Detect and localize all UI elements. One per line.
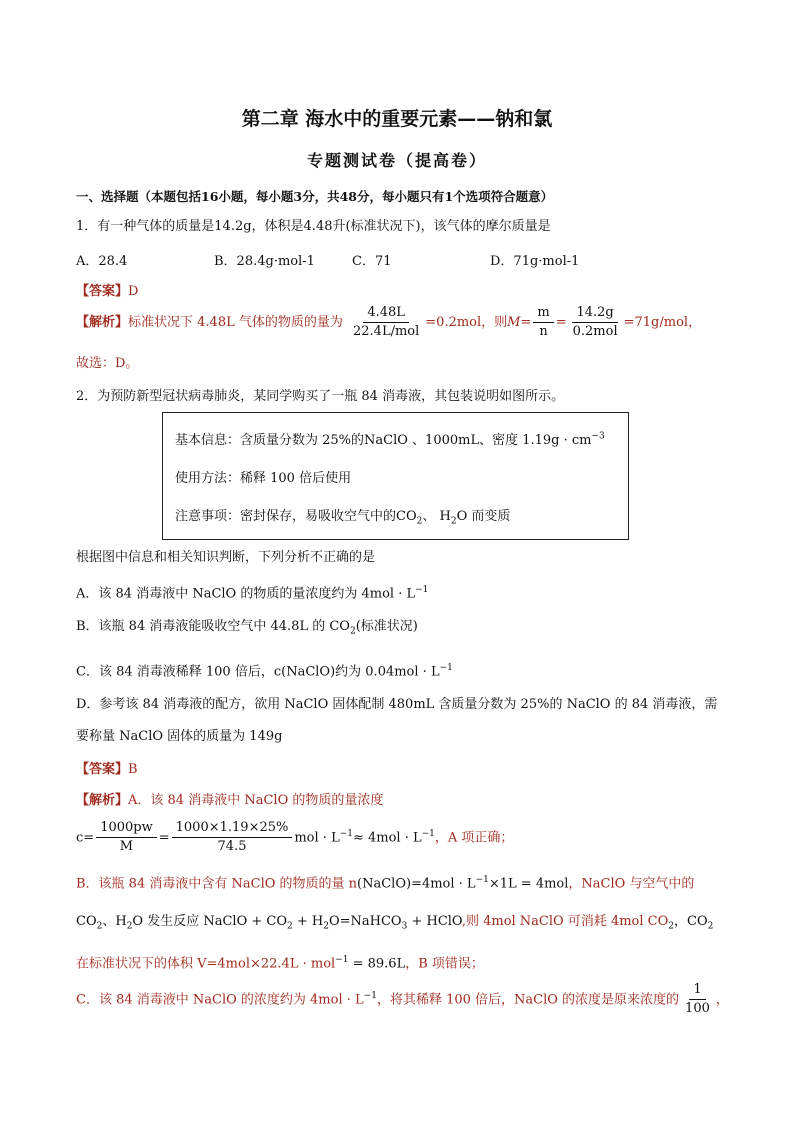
product-info-box	[162, 412, 629, 540]
q1-answer	[76, 282, 138, 302]
answer-label: 【答案】	[76, 284, 129, 299]
q2-option-d-line2: 要称量 NaClO 固体的质量为 149g	[76, 729, 283, 744]
q1-option-b: B．28.4g·mol-1	[214, 254, 315, 269]
q1-option-c: C．71	[352, 254, 392, 269]
fraction-volume: $\frac{4.48L}{\text{22.4L/mol}}$	[353, 305, 420, 339]
fraction-m-n: $\frac{m}{n}$	[533, 304, 553, 341]
q2-analysis-b-line2: $CO_2$、$H_2O$ 发生反应 NaClO + $CO_2$ + $H_2O=NaHCO_3$ + HClO,则 4mol NaClO 可消耗 4mol $CO_2$，$CO_2$	[76, 914, 714, 932]
fraction-concentration: $\frac{1000pw}{M}$	[96, 819, 157, 856]
q2-analysis-c-line1: C．该 84 消毒液中 NaClO 的浓度约为 $4mol \cdot L^{-1}$，将其稀释 100 倍后，NaClO 的浓度是原来浓度的 $\frac{1}{100}$ ，	[76, 982, 729, 1017]
analysis-label: 【解析】	[76, 793, 129, 808]
analysis-label: 【解析】	[76, 315, 129, 330]
q2-stem: 2．为预防新型冠状病毒肺炎，某同学购买了一瓶 84 消毒液，其包装说明如图所示。	[76, 389, 565, 404]
q2-option-c: C．该 84 消毒液稀释 100 倍后，c(NaClO)约为 $0.04mol \cdot L^{-1}$	[76, 663, 453, 680]
analysis-text: 标准状况下 4.48L 气体的物质的量为	[128, 315, 343, 330]
section-heading: 一、选择题（本题包括16小题，每小题3分，共48分，每小题只有1个选项符合题意）	[76, 189, 554, 204]
q2-answer	[76, 760, 138, 780]
q2-prompt: 根据图中信息和相关知识判断，下列分析不正确的是	[76, 550, 376, 565]
q2-option-b: B．该瓶 84 消毒液能吸收空气中 44.8L 的 $CO_2$(标准状况)	[76, 619, 418, 637]
fraction-mass-mol: $\frac{14.2g}{\text{0.2mol}}$	[572, 305, 618, 339]
q2-analysis-a-formula: c= $\frac{1000pw}{M}$ = $\frac{1000\times 1.19\times 25\%}{74.5}$ mol · $L^{-1}\approx 4mol \cdot L^{-1}$，A 项正确；	[76, 820, 514, 855]
q1-conclusion: 故选：D。	[76, 356, 139, 371]
q2-option-d-line1: D．参考该 84 消毒液的配方，欲用 NaClO 固体配制 480mL 含质量分数为 25%的 NaClO 的 84 消毒液，需	[76, 697, 718, 712]
info-basic: 基本信息：含质量分数为 25%的NaClO 、1000mL、密度 $1.19g \cdot cm^{-3}$	[175, 431, 605, 448]
answer-value: D	[128, 284, 139, 299]
analysis-end: =71g/mol，	[623, 315, 702, 330]
analysis-mid: =0.2mol，则	[425, 315, 508, 330]
q1-option-d: D．71g·mol-1	[490, 254, 580, 269]
page-subtitle: 专题测试卷（提高卷）	[306, 151, 487, 170]
info-notes: 注意事项：密封保存，易吸收空气中的$CO_2$、 $H_2O$ 而变质	[175, 509, 511, 527]
answer-value: B	[128, 762, 138, 777]
q2-analysis-a-line1: 【解析】A．该 84 消毒液中 NaClO 的物质的量浓度	[76, 793, 384, 808]
q2-analysis-b-line3: 在标准状况下的体积 V=4mol×22.4L · mol$^{-1}$ = 89.6L，B 项错误；	[76, 955, 484, 972]
molar-mass-symbol: M	[507, 315, 521, 330]
page-title: 第二章 海水中的重要元素——钠和氯	[241, 108, 553, 130]
info-usage: 使用方法：稀释 100 倍后使用	[175, 471, 352, 486]
q1-analysis: 【解析】标准状况下 4.48L 气体的物质的量为 $\frac{4.48L}{\text{22.4L/mol}}$ =0.2mol，则M= $\frac{m}{n}$ = $\frac{14.2g}{\text{0.2mol}}$ =71g/mol，	[76, 305, 702, 339]
q2-option-a: A．该 84 消毒液中 NaClO 的物质的量浓度约为 $4mol \cdot L^{-1}$	[76, 585, 429, 602]
fraction-dilution: $\frac{1}{100}$	[685, 982, 710, 1017]
q1-option-a: A．28.4	[76, 254, 128, 269]
q1-stem: 1．有一种气体的质量是14.2g，体积是4.48升(标准状况下)，该气体的摩尔质量是	[76, 219, 551, 234]
q2-analysis-b-line1: B．该瓶 84 消毒液中含有 NaClO 的物质的量 n(NaClO)=4mol · $L^{-1}\times 1L = 4mol$，NaClO 与空气中的	[76, 875, 695, 892]
fraction-calculation: $\frac{1000\times 1.19\times 25\%}{74.5}$	[172, 819, 293, 856]
answer-label: 【答案】	[76, 762, 129, 777]
